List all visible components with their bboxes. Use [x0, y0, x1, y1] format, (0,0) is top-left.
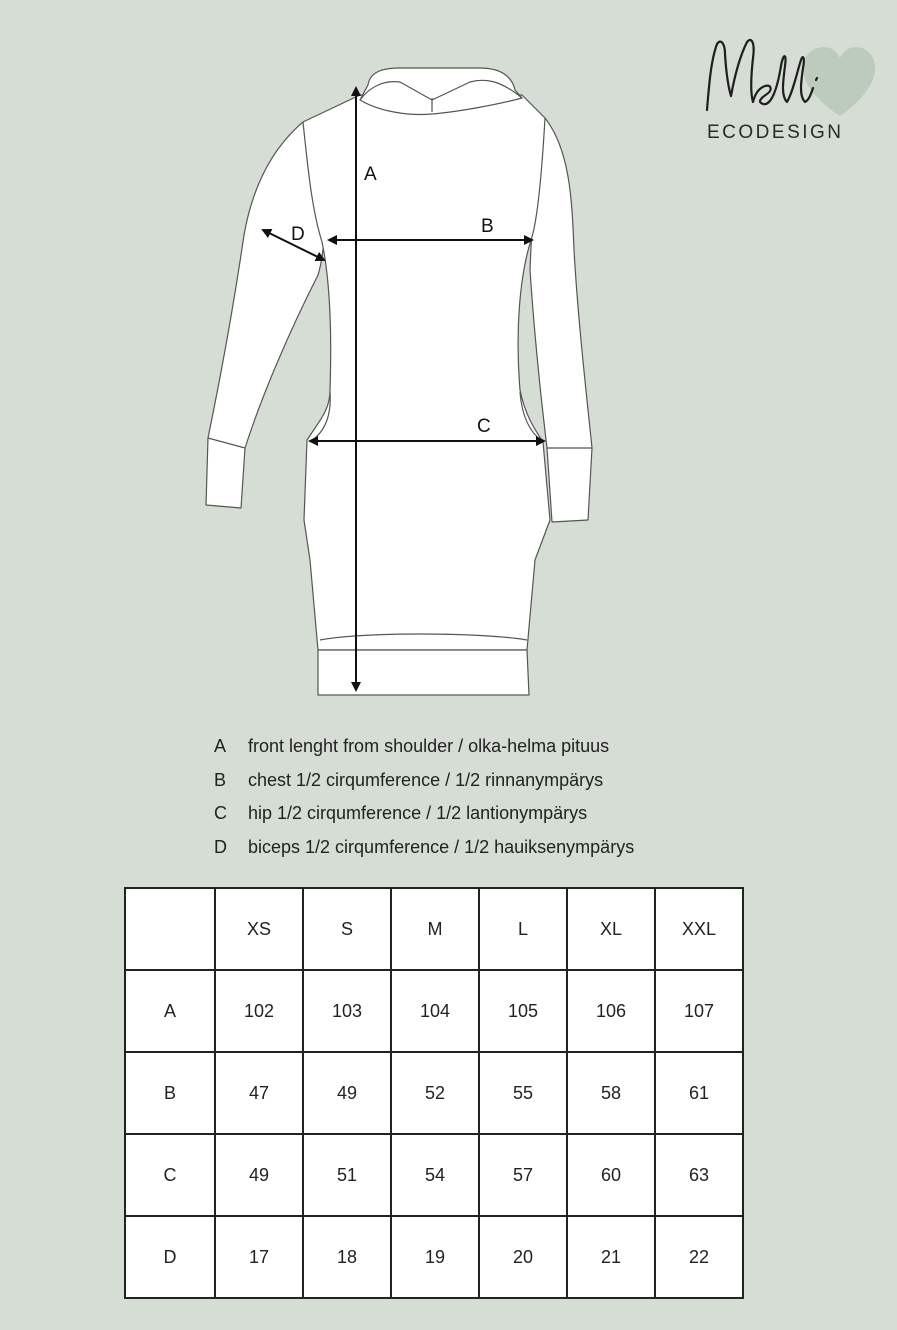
row-label: D: [125, 1216, 215, 1298]
table-row: [125, 1052, 743, 1134]
size-header-xxl: XXL: [655, 888, 743, 970]
table-cell: 105: [479, 970, 567, 1052]
table-cell: 58: [567, 1052, 655, 1134]
table-cell: 18: [303, 1216, 391, 1298]
table-cell: 47: [215, 1052, 303, 1134]
table-cell: 51: [303, 1134, 391, 1216]
table-cell: 49: [215, 1134, 303, 1216]
table-row: [125, 1216, 743, 1298]
dress-body: [303, 95, 550, 650]
table-cell: 54: [391, 1134, 479, 1216]
legend-key: A: [214, 736, 227, 757]
legend-row: [214, 764, 634, 798]
legend-key: C: [214, 803, 227, 824]
label-b: B: [481, 216, 494, 237]
legend-text: front lenght from shoulder / olka-helma pituus: [248, 736, 610, 757]
table-cell: 106: [567, 970, 655, 1052]
table-header-row: [125, 888, 743, 970]
size-header-s: S: [303, 888, 391, 970]
size-header-xl: XL: [567, 888, 655, 970]
table-cell: 63: [655, 1134, 743, 1216]
legend-row: [214, 831, 634, 865]
size-header-xs: XS: [215, 888, 303, 970]
table-row: [125, 1134, 743, 1216]
legend-text: chest 1/2 cirqumference / 1/2 rinnanympärys: [248, 769, 604, 790]
table-cell: 104: [391, 970, 479, 1052]
size-table: [124, 887, 744, 1299]
size-header-l: L: [479, 888, 567, 970]
row-label: A: [125, 970, 215, 1052]
table-cell: 19: [391, 1216, 479, 1298]
legend-text: hip 1/2 cirqumference / 1/2 lantionympärys: [248, 803, 588, 824]
table-cell: 55: [479, 1052, 567, 1134]
table-cell: 61: [655, 1052, 743, 1134]
hoodie-dress-outline: [206, 68, 592, 695]
legend-key: D: [214, 836, 227, 857]
legend-key: B: [214, 769, 227, 790]
legend-row: [214, 730, 634, 764]
measurement-legend: [214, 730, 634, 864]
label-c: C: [477, 416, 491, 437]
table-cell: 20: [479, 1216, 567, 1298]
brand-subtitle: ECODESIGN: [707, 122, 844, 143]
table-cell: 49: [303, 1052, 391, 1134]
label-a: A: [364, 164, 377, 185]
label-d: D: [291, 224, 305, 245]
table-cell: 22: [655, 1216, 743, 1298]
row-label: B: [125, 1052, 215, 1134]
table-cell: 17: [215, 1216, 303, 1298]
size-header-m: M: [391, 888, 479, 970]
hem-band: [318, 650, 529, 695]
row-label: C: [125, 1134, 215, 1216]
table-cell: 102: [215, 970, 303, 1052]
legend-text: biceps 1/2 cirqumference / 1/2 hauiksenympärys: [248, 836, 635, 857]
table-cell: 57: [479, 1134, 567, 1216]
table-cell: 52: [391, 1052, 479, 1134]
table-corner-cell: [125, 888, 215, 970]
table-row: [125, 970, 743, 1052]
table-cell: 107: [655, 970, 743, 1052]
table-cell: 21: [567, 1216, 655, 1298]
table-cell: 103: [303, 970, 391, 1052]
legend-row: [214, 797, 634, 831]
table-cell: 60: [567, 1134, 655, 1216]
